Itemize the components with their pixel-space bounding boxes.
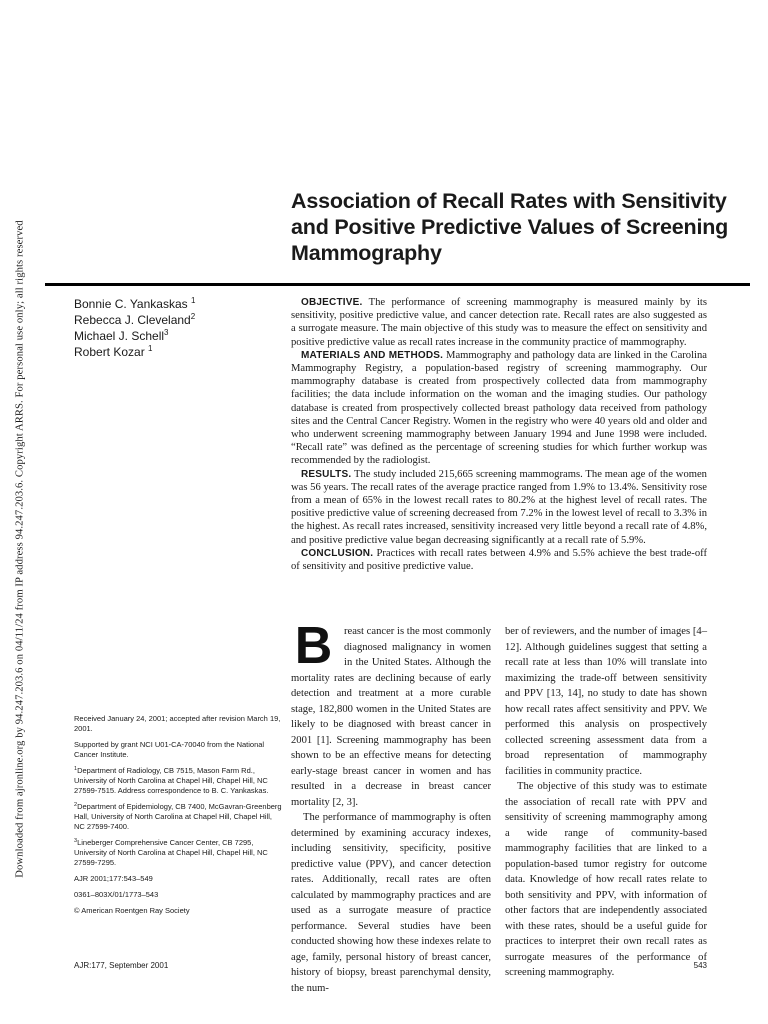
body-paragraph: ber of reviewers, and the number of images [4–12]. Although guidelines suggest that setting a recall rate at less than 10% will translate into maximizing the trade-off between sensitivity and PPV [13, 14], no study to date has shown how recall rates affect sensitivity and PPV. We performed this analysis on prospectively collected screening assessment data from a broad representation of mammography facilities in community practice. — [505, 626, 707, 777]
body-column-left — [291, 617, 491, 996]
copyright: © American Roentgen Ray Society — [74, 906, 190, 915]
abstract-methods: MATERIALS AND METHODS. Mammography and pathology data are linked in the Carolina Mammography Registry, a population-based registry of screening mammography. Our mammography database is created from prospectively collected data from mammography facilities; the data include information on the woman and the imaging studies. Our pathology database is created from prospectively collected breast pathology data received from pathology sites and the Central Cancer Registry. Women in the registry who were 40 years old and older and who underwent screening mammography between January 1994 and June 1998 were included. “Recall rate” was defined as the percentage of screening studies for which further workup was recommended by the radiologist. — [291, 349, 707, 467]
drop-cap: B — [294, 617, 333, 675]
affiliation-marker: 1 — [190, 296, 196, 305]
author: Bonnie C. Yankaskas $^1$ — [74, 296, 196, 311]
abstract-heading: CONCLUSION. — [301, 547, 374, 559]
affiliation-note: $^1$Department of Radiology, CB 7515, Mason Farm Rd., University of North Carolina at Chapel Hill, Chapel Hill, NC 27599-7515. Address correspondence to B. C. Yankaskas. — [74, 766, 269, 795]
body-paragraph: The performance of mammography is often determined by examining accuracy indexes, including sensitivity, specificity, positive predictive value (PPV), and cancer detection rates. Additionally, recall rates are often calculated by mammography practices and are used as a surrogate measure of practice performance. Several studies have been conducted showing how these indexes relate to age, family, personal history of breast cancer, history of biopsy, breast parenchymal density, the num- — [291, 812, 491, 994]
affiliation-note: $^3$Lineberger Comprehensive Cancer Center, CB 7295, University of North Carolina at Chapel Hill, Chapel Hill, NC 27599-7295. — [74, 838, 268, 867]
abstract-results: RESULTS. The study included 215,665 screening mammograms. The mean age of the women was 56 years. The recall rates of the average practice ranged from 1.9% to 13.4%. Sensitivity rose from a mean of 65% in the lowest recall rates to 80.2% at the highest level of recall rates. The positive predictive value of screening decreased from 7.2% in the lowest level of recall to 3.3% in the highest. As recall rates increased, sensitivity increased very little beyond a recall rate of 4.8%, and positive predictive value began decreasing significantly at a recall rate of 5.9%. — [291, 468, 707, 546]
title-rule — [45, 283, 750, 286]
affiliation-marker: 3 — [164, 328, 169, 337]
intro-paragraph: B reast cancer is the most commonly diagnosed malignancy in women in the United States. Although the mortality rates are declining because of early detection and treatment at a more curable stage, 182,800 women in the United States are likely to be diagnosed with breast cancer in 2001 [1]. Screening mammography has been shown to be an effective means for detecting early-stage breast cancer in women and has resulted in a decrease in breast cancer mortality [2, 3]. — [291, 617, 491, 808]
received-note: Received January 24, 2001; accepted after revision March 19, 2001. — [74, 714, 281, 733]
author: Robert Kozar $^1$ — [74, 344, 153, 359]
author: Rebecca J. Cleveland$^2$ — [74, 312, 196, 327]
abstract-heading: OBJECTIVE. — [301, 297, 363, 308]
support-note: Supported by grant NCI U01-CA-70040 from the National Cancer Institute. — [74, 740, 265, 759]
article-title: Association of Recall Rates with Sensitivity and Positive Predictive Values of Screening Mammography — [291, 189, 729, 265]
download-notice-text: Downloaded from ajronline.org by 94.247.203.6 on 04/11/24 from IP address 94.247.203.6. Copyright ARRS. For personal use only; all rights reserved — [14, 220, 26, 878]
author: Michael J. Schell$^3$ — [74, 328, 169, 343]
affiliation-marker: 2 — [190, 312, 196, 321]
abstract-heading: MATERIALS AND METHODS. — [301, 349, 444, 361]
abstract — [291, 296, 707, 573]
author-list — [74, 296, 195, 360]
article-notes — [74, 714, 284, 922]
affiliation-note: $^2$Department of Epidemiology, CB 7400, McGavran-Greenberg Hall, University of North Carolina at Chapel Hill, Chapel Hill, NC 27599-7400. — [74, 802, 282, 831]
abstract-conclusion: CONCLUSION. Practices with recall rates between 4.9% and 5.5% achieve the best trade-off of sensitivity and positive predictive value. — [291, 547, 707, 573]
page-number: 543 — [693, 961, 707, 970]
affiliation-marker: 1 — [148, 344, 153, 353]
abstract-objective: OBJECTIVE. The performance of screening mammography is measured mainly by its sensitivity, positive predictive value, and cancer detection rate. Recall rates are also suggested as a surrogate measure. The main objective of this study was to measure the effect on sensitivity and positive predictive value as recall rates increase in the community practice of mammography. — [291, 297, 708, 348]
citation: AJR 2001;177:543–549 — [74, 874, 153, 883]
issn: 0361–803X/01/1773–543 — [74, 890, 159, 899]
abstract-heading: RESULTS. — [301, 468, 352, 480]
download-notice — [14, 190, 26, 908]
footer-journal: AJR:177, September 2001 — [74, 961, 169, 970]
body-column-right — [505, 624, 707, 981]
body-paragraph: The objective of this study was to estimate the association of recall rate with PPV and sensitivity of screening mammography among a wide range of community-based mammography facilities that are linked to a population-based tumor registry for outcome data. Knowledge of how recall rates relate to both sensitivity and PPV, with information of other factors that are independently associated with these rates, should be a useful guide for practices to interpret their own recall rates as surrogate measures of the performance of screening mammography. — [505, 781, 707, 978]
